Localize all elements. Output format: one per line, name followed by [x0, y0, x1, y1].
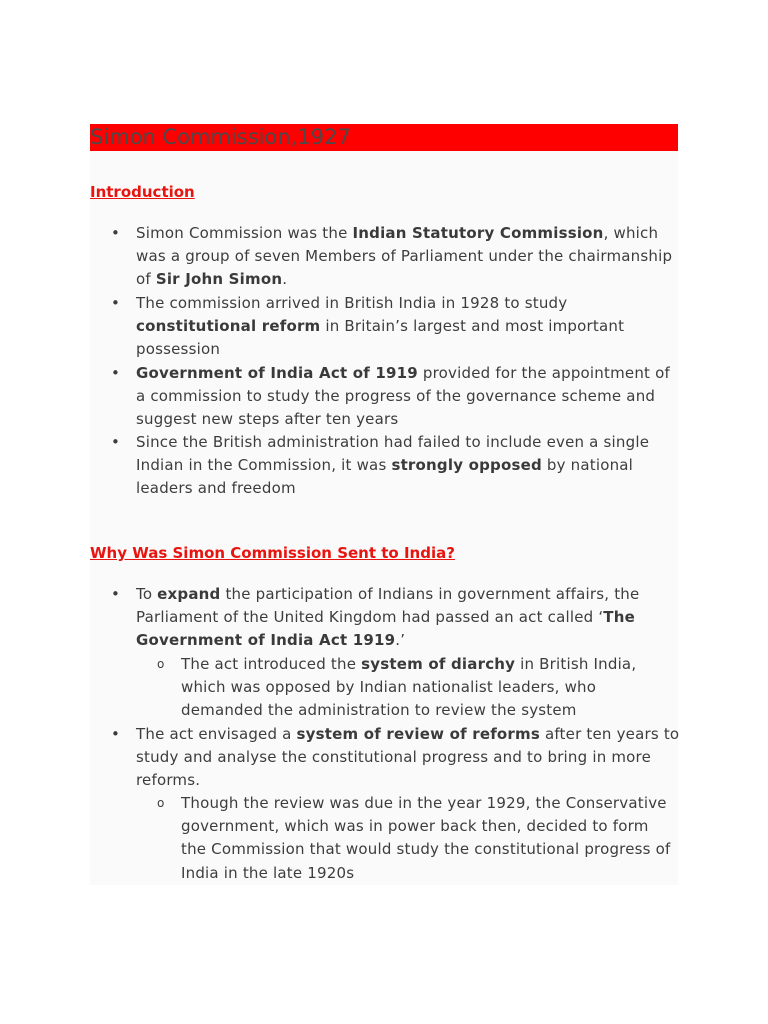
list-item-bold: Government of India Act of 1919 [136, 364, 418, 382]
list-item [111, 723, 682, 793]
list-item-text: in Britain’s largest and most important possession [136, 317, 625, 359]
bullet-marker: • [111, 585, 121, 603]
list-item-text: by national leaders and freedom [136, 456, 634, 498]
list-item-text: Since the British administration had failed to include even a single Indian in the Commission, it was [136, 433, 650, 475]
list-item [111, 292, 682, 362]
list-item-text: , which was a group of seven Members of Parliament under the chairmanship of [136, 224, 673, 289]
section-heading-why: Why Was Simon Commission Sent to India? [90, 544, 455, 562]
sub-bullet-marker: o [157, 657, 165, 671]
list-item-bold: expand [157, 585, 221, 603]
list-item [111, 583, 682, 653]
list-item-bold: Indian Statutory Commission [352, 224, 604, 242]
bullet-marker: • [111, 725, 121, 743]
list-item [111, 222, 682, 292]
list-item-text: Though the review was due in the year 1929, the Conservative government, which was in power back then, decided to form the Commission that would study the constitutional progress of India in the late 1920s [181, 794, 671, 882]
list-item-text: The act envisaged a [136, 725, 297, 743]
list-item-text: The act introduced the [181, 655, 362, 673]
list-item-bold: strongly opposed [391, 456, 542, 475]
sub-list-item [157, 653, 671, 723]
list-item-text: . [282, 270, 288, 289]
list-item-bold: constitutional reform [136, 317, 321, 336]
bullet-marker: • [111, 294, 121, 312]
list-item-text: Simon Commission was the [136, 224, 353, 242]
list-item-bold: system of diarchy [361, 655, 516, 673]
list-item-text: The commission arrived in British India in 1928 to study [136, 294, 568, 312]
bullet-marker: • [111, 433, 121, 451]
list-item-bold: The Government of India Act 1919 [136, 608, 635, 650]
bullet-marker: • [111, 224, 121, 242]
list-item [111, 362, 682, 432]
bullet-marker: • [111, 364, 121, 382]
list-item-text: after ten years to study and analyse the constitutional progress and to bring in more reforms. [136, 725, 680, 790]
sub-list-item [157, 792, 671, 885]
list-item-text: the participation of Indians in government affairs, the Parliament of the United Kingdom had passed an act called ‘ [136, 585, 640, 627]
list-item-text: in British India, which was opposed by Indian nationalist leaders, who demanded the administration to review the system [181, 655, 637, 720]
list-item-text: provided for the appointment of a commission to study the progress of the governance scheme and suggest new steps after ten years [136, 364, 670, 429]
list-item-bold: system of review of reforms [296, 725, 540, 743]
sub-bullet-marker: o [157, 796, 165, 810]
list-item [111, 431, 682, 501]
section-heading-introduction: Introduction [90, 183, 195, 201]
list-item-text: .’ [395, 631, 406, 650]
page-title: Simon Commission,1927 [90, 124, 678, 151]
list-item-bold: Sir John Simon [155, 270, 283, 289]
list-item-text: To [136, 585, 158, 603]
